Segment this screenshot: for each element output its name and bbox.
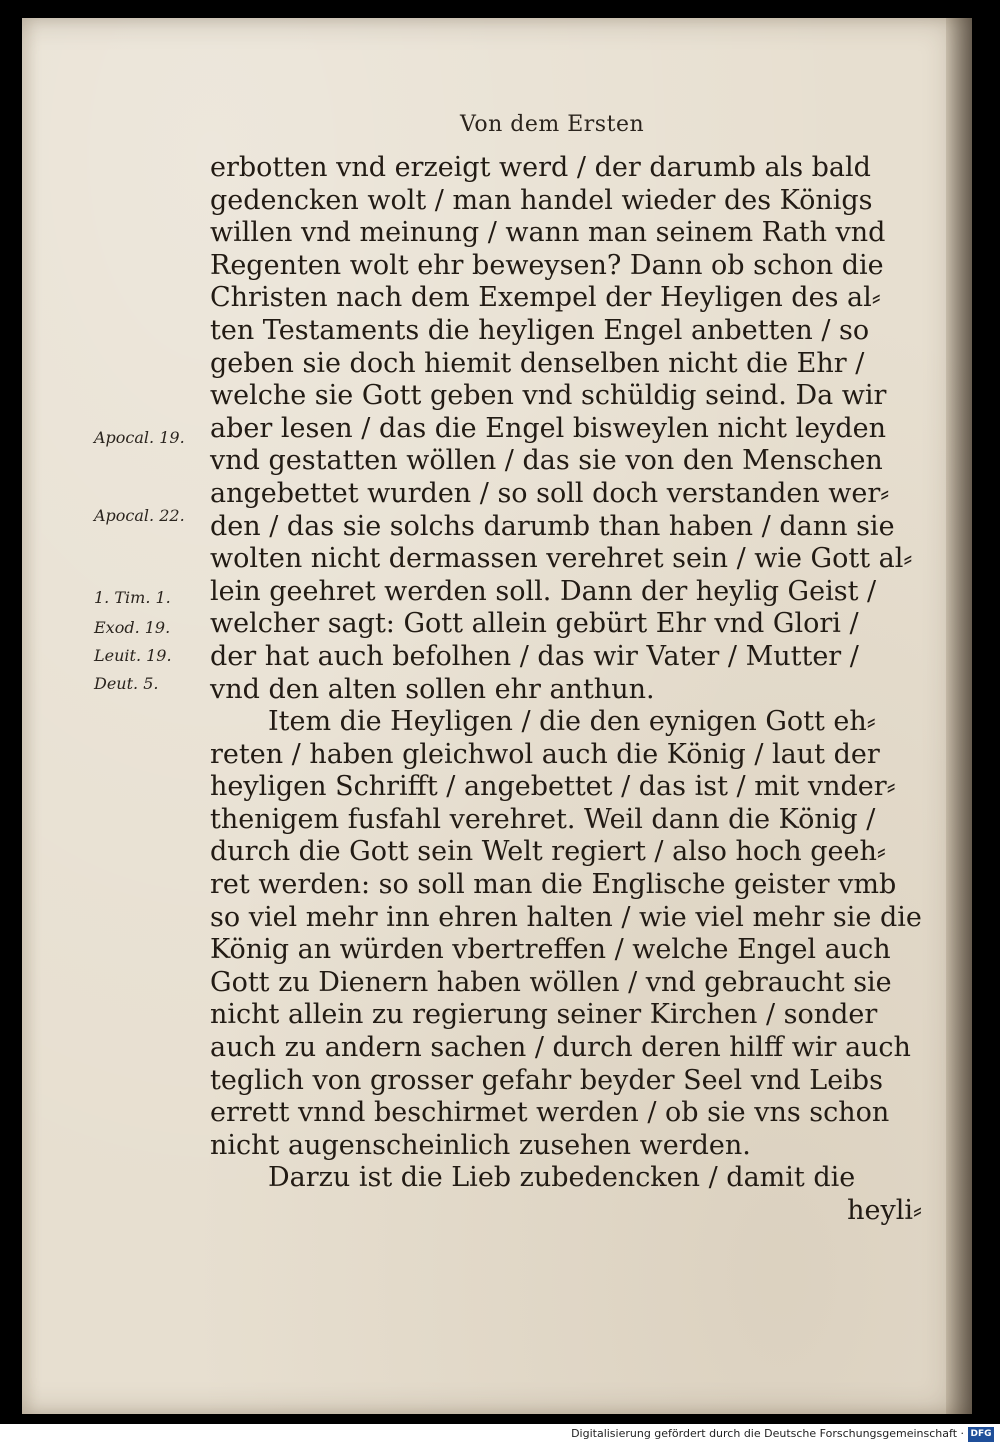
marginal-note: Apocal. 19.	[94, 428, 185, 447]
running-head: Von dem Ersten	[460, 112, 645, 137]
text-line: vnd gestatten wöllen / das sie von den Menschen	[210, 445, 883, 477]
text-line: welche sie Gott geben vnd schüldig seind. Da wir	[210, 380, 887, 412]
text-line: welcher sagt: Gott allein gebürt Ehr vnd Glori /	[210, 608, 859, 640]
page-gutter-shadow	[946, 18, 972, 1414]
text-line: geben sie doch hiemit denselben nicht die Ehr /	[210, 347, 865, 379]
text-line: gedencken wolt / man handel wieder des Königs	[210, 184, 873, 216]
footer-bar	[0, 1424, 1000, 1446]
text-line: angebettet wurden / so soll doch verstanden wer⸗	[210, 477, 890, 509]
text-line: durch die Gott sein Welt regiert / also hoch geeh⸗	[210, 836, 886, 868]
text-line: wolten nicht dermassen verehret sein / wie Gott al⸗	[210, 543, 913, 575]
marginal-note: Exod. 19.	[94, 618, 171, 637]
text-line: heyligen Schrifft / angebettet / das ist / mit vnder⸗	[210, 771, 896, 803]
text-line: der hat auch befolhen / das wir Vater / Mutter /	[210, 640, 859, 672]
text-line: Item die Heyligen / die den eynigen Gott eh⸗	[268, 706, 876, 738]
text-line: erbotten vnd erzeigt werd / der darumb als bald	[210, 152, 871, 183]
text-line: Christen nach dem Exempel der Heyligen des al⸗	[210, 282, 881, 314]
text-line: ten Testaments die heyligen Engel anbetten / so	[210, 314, 870, 346]
text-line: nicht allein zu regierung seiner Kirchen / sonder	[210, 999, 878, 1031]
text-line: errett vnnd beschirmet werden / ob sie vns schon	[210, 1097, 890, 1129]
text-line: Darzu ist die Lieb zubedencken / damit die	[268, 1162, 856, 1194]
text-line: aber lesen / das die Engel bisweylen nicht leyden	[210, 412, 887, 444]
text-line: den / das sie solchs darumb than haben / dann sie	[210, 510, 895, 542]
text-line: lein geehret werden soll. Dann der heylig Geist /	[210, 575, 877, 607]
funding-credit: Digitalisierung gefördert durch die Deutsche Forschungsgemeinschaft ·	[571, 1427, 964, 1440]
marginal-note: Deut. 5.	[94, 674, 159, 693]
text-line: so viel mehr inn ehren halten / wie viel mehr sie die	[210, 901, 922, 933]
text-line: vnd den alten sollen ehr anthun.	[210, 673, 655, 705]
catchword: heyli⸗	[847, 1195, 922, 1226]
text-line: König an würden vbertreffen / welche Engel auch	[210, 934, 891, 966]
text-line: reten / haben gleichwol auch die König / laut der	[210, 738, 880, 770]
text-line: teglich von grosser gefahr beyder Seel vnd Leibs	[210, 1064, 883, 1096]
text-line: Regenten wolt ehr beweysen? Dann ob schon die	[210, 249, 884, 281]
text-line: thenigem fusfahl verehret. Weil dann die König /	[210, 803, 876, 835]
marginal-note: Leuit. 19.	[94, 646, 172, 665]
text-line: ret werden: so soll man die Englische geister vmb	[210, 869, 897, 901]
text-line: Gott zu Dienern haben wöllen / vnd gebraucht sie	[210, 966, 892, 998]
marginal-note: Apocal. 22.	[94, 506, 185, 525]
text-line: willen vnd meinung / wann man seinem Rath vnd	[210, 217, 886, 249]
dfg-logo-icon: DFG	[968, 1427, 994, 1442]
marginal-note: 1. Tim. 1.	[94, 588, 171, 607]
body-text	[210, 152, 922, 1228]
text-line: nicht augenscheinlich zusehen werden.	[210, 1129, 751, 1161]
text-line: auch zu andern sachen / durch deren hilff wir auch	[210, 1032, 911, 1064]
